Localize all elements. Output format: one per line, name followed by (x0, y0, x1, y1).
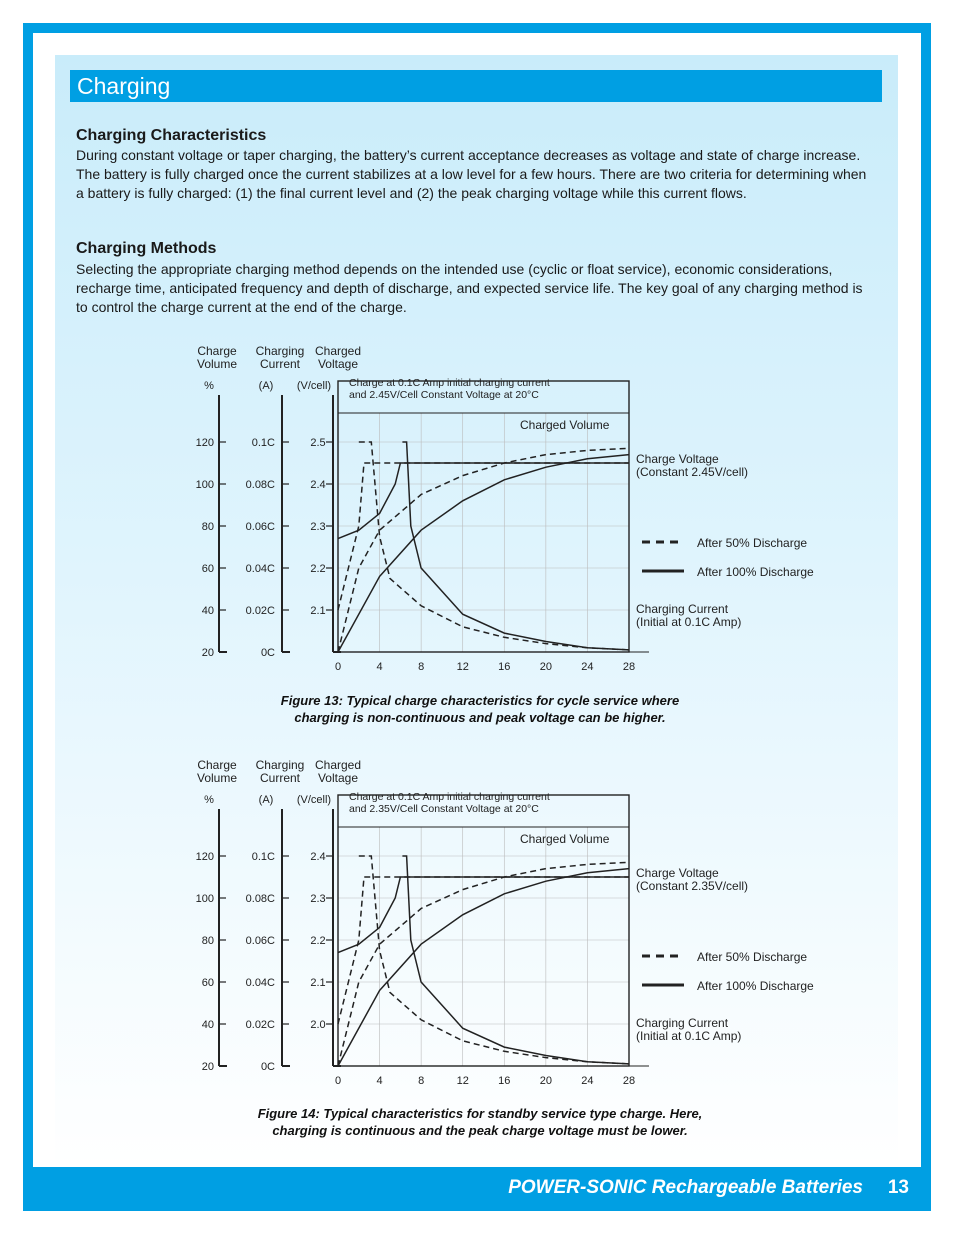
x-tick-label: 28 (622, 1075, 636, 1087)
current-tick-label: 0.06C (245, 935, 275, 947)
x-tick-label: 4 (376, 1075, 383, 1087)
caption-line: Figure 13: Typical charge characteristics for cycle service where (280, 693, 680, 708)
current-curve-50 (359, 856, 629, 1064)
unit-label: % (204, 380, 214, 392)
volume-tick-label: 20 (201, 647, 214, 659)
volume-tick-label: 40 (201, 1019, 214, 1031)
x-tick-label: 8 (418, 661, 425, 673)
heading-charging-methods: Charging Methods (76, 240, 217, 257)
volume-curve-50 (338, 448, 629, 652)
axis-header-label: Volume (196, 357, 238, 371)
x-tick-label: 8 (418, 1075, 425, 1087)
voltage-tick-label: 2.2 (310, 935, 326, 947)
caption-line: charging is non-continuous and peak voltage can be higher. (294, 710, 666, 725)
figure-13-chart (180, 338, 860, 678)
charge-voltage-label: (Constant 2.45V/cell) (636, 465, 749, 479)
current-tick-label: 0C (260, 1061, 275, 1073)
unit-label: (V/cell) (296, 794, 332, 806)
legend-solid-label: After 100% Discharge (697, 565, 814, 579)
axis-header-label: Charging (255, 758, 305, 772)
caption-line: charging is continuous and the peak charge voltage must be lower. (272, 1123, 688, 1138)
figure-13-caption (180, 692, 780, 726)
charged-volume-label: Charged Volume (520, 832, 610, 846)
axis-header-label: Voltage (317, 357, 359, 371)
axis-header-label: Charged (314, 344, 362, 358)
x-tick-label: 4 (376, 661, 383, 673)
volume-tick-label: 80 (201, 521, 214, 533)
x-tick-label: 12 (456, 1075, 469, 1087)
current-tick-label: 0.1C (251, 851, 275, 863)
volume-tick-label: 40 (201, 605, 214, 617)
chart-note-line: Charge at 0.1C Amp initial charging current (349, 377, 550, 389)
current-tick-label: 0.02C (245, 1019, 275, 1031)
volume-tick-label: 100 (195, 479, 214, 491)
legend-solid-label: After 100% Discharge (697, 979, 814, 993)
charging-current-label: (Initial at 0.1C Amp) (636, 615, 742, 629)
volume-tick-label: 80 (201, 935, 214, 947)
x-tick-label: 20 (539, 661, 552, 673)
current-tick-label: 0.04C (245, 563, 275, 575)
axis-header-label: Current (259, 771, 301, 785)
voltage-tick-label: 2.2 (310, 563, 326, 575)
x-tick-label: 24 (581, 661, 594, 673)
axis-header-label: Charge (197, 344, 237, 358)
unit-label: (V/cell) (296, 380, 332, 392)
current-tick-label: 0.02C (245, 605, 275, 617)
paragraph-charging-characteristics: During constant voltage or taper charging, the battery’s current acceptance decreases as voltage and state of charge increase. The battery is fully charged once the current stabilizes at a low level for a few hours. There are two criteria for determining when a battery is fully charged: (1) the final current level and (2) the peak charging voltage while this current flows. (76, 147, 867, 201)
axis-header-label: Voltage (317, 771, 359, 785)
footer-bar (23, 1167, 931, 1211)
current-tick-label: 0C (260, 647, 275, 659)
chart-note-line: and 2.35V/Cell Constant Voltage at 20°C (349, 803, 539, 815)
footer-brand: POWER-SONIC Rechargeable Batteries (508, 1177, 863, 1198)
x-tick-label: 0 (334, 1075, 342, 1087)
volume-tick-label: 60 (201, 977, 214, 989)
current-tick-label: 0.08C (245, 893, 275, 905)
current-tick-label: 0.1C (251, 437, 275, 449)
x-tick-label: 0 (334, 661, 342, 673)
x-tick-label: 16 (498, 661, 511, 673)
section-title: Charging (77, 73, 171, 99)
figure-14-caption (180, 1105, 780, 1139)
x-tick-label: 12 (456, 661, 469, 673)
voltage-curve-50 (338, 463, 629, 610)
x-tick-label: 28 (622, 661, 636, 673)
voltage-curve-100 (338, 463, 629, 539)
charge-voltage-label: Charge Voltage (636, 866, 719, 880)
legend-dashed-label: After 50% Discharge (697, 950, 808, 964)
voltage-tick-label: 2.3 (310, 893, 326, 905)
current-tick-label: 0.04C (245, 977, 275, 989)
paragraph-charging-methods: Selecting the appropriate charging method depends on the intended use (cyclic or float service), economic considerations, recharge time, anticipated frequency and depth of discharge, and expected service life. The key goal of any charging method is to control the charge current at the end of the charge. (76, 261, 863, 315)
heading-charging-characteristics: Charging Characteristics (76, 127, 267, 144)
section-title-bar (70, 70, 882, 102)
charged-volume-label: Charged Volume (520, 418, 610, 432)
figure-14-svg (180, 752, 860, 1092)
x-tick-label: 24 (581, 1075, 594, 1087)
unit-label: (A) (258, 794, 274, 806)
chart-note-line: and 2.45V/Cell Constant Voltage at 20°C (349, 389, 539, 401)
axis-header-label: Current (259, 357, 301, 371)
voltage-tick-label: 2.5 (310, 437, 326, 449)
current-tick-label: 0.06C (245, 521, 275, 533)
current-tick-label: 0.08C (245, 479, 275, 491)
voltage-tick-label: 2.0 (310, 1019, 326, 1031)
voltage-curve-100 (338, 877, 629, 953)
axis-header-label: Charge (197, 758, 237, 772)
volume-tick-label: 100 (195, 893, 214, 905)
volume-curve-50 (338, 862, 629, 1066)
charge-voltage-label: (Constant 2.35V/cell) (636, 879, 749, 893)
voltage-curve-50 (338, 877, 629, 1024)
voltage-tick-label: 2.1 (310, 605, 326, 617)
figure-13-svg (180, 338, 860, 678)
axis-header-label: Volume (196, 771, 238, 785)
volume-tick-label: 120 (195, 851, 214, 863)
legend-dashed-label: After 50% Discharge (697, 536, 808, 550)
unit-label: % (204, 794, 214, 806)
voltage-tick-label: 2.3 (310, 521, 326, 533)
current-curve-100 (402, 856, 629, 1064)
volume-tick-label: 20 (201, 1061, 214, 1073)
voltage-tick-label: 2.4 (310, 479, 326, 491)
charging-current-label: Charging Current (636, 1016, 729, 1030)
chart-note-line: Charge at 0.1C Amp initial charging current (349, 791, 550, 803)
figure-14-chart (180, 752, 860, 1092)
volume-tick-label: 120 (195, 437, 214, 449)
current-curve-100 (402, 442, 629, 650)
voltage-tick-label: 2.4 (310, 851, 326, 863)
current-curve-50 (359, 442, 629, 650)
volume-tick-label: 60 (201, 563, 214, 575)
charge-voltage-label: Charge Voltage (636, 452, 719, 466)
voltage-tick-label: 2.1 (310, 977, 326, 989)
caption-line: Figure 14: Typical characteristics for standby service type charge. Here, (257, 1106, 703, 1121)
x-tick-label: 20 (539, 1075, 552, 1087)
x-tick-label: 16 (498, 1075, 511, 1087)
charging-current-label: Charging Current (636, 602, 729, 616)
page-number: 13 (887, 1177, 909, 1198)
axis-header-label: Charging (255, 344, 305, 358)
axis-header-label: Charged (314, 758, 362, 772)
unit-label: (A) (258, 380, 274, 392)
charging-current-label: (Initial at 0.1C Amp) (636, 1029, 742, 1043)
